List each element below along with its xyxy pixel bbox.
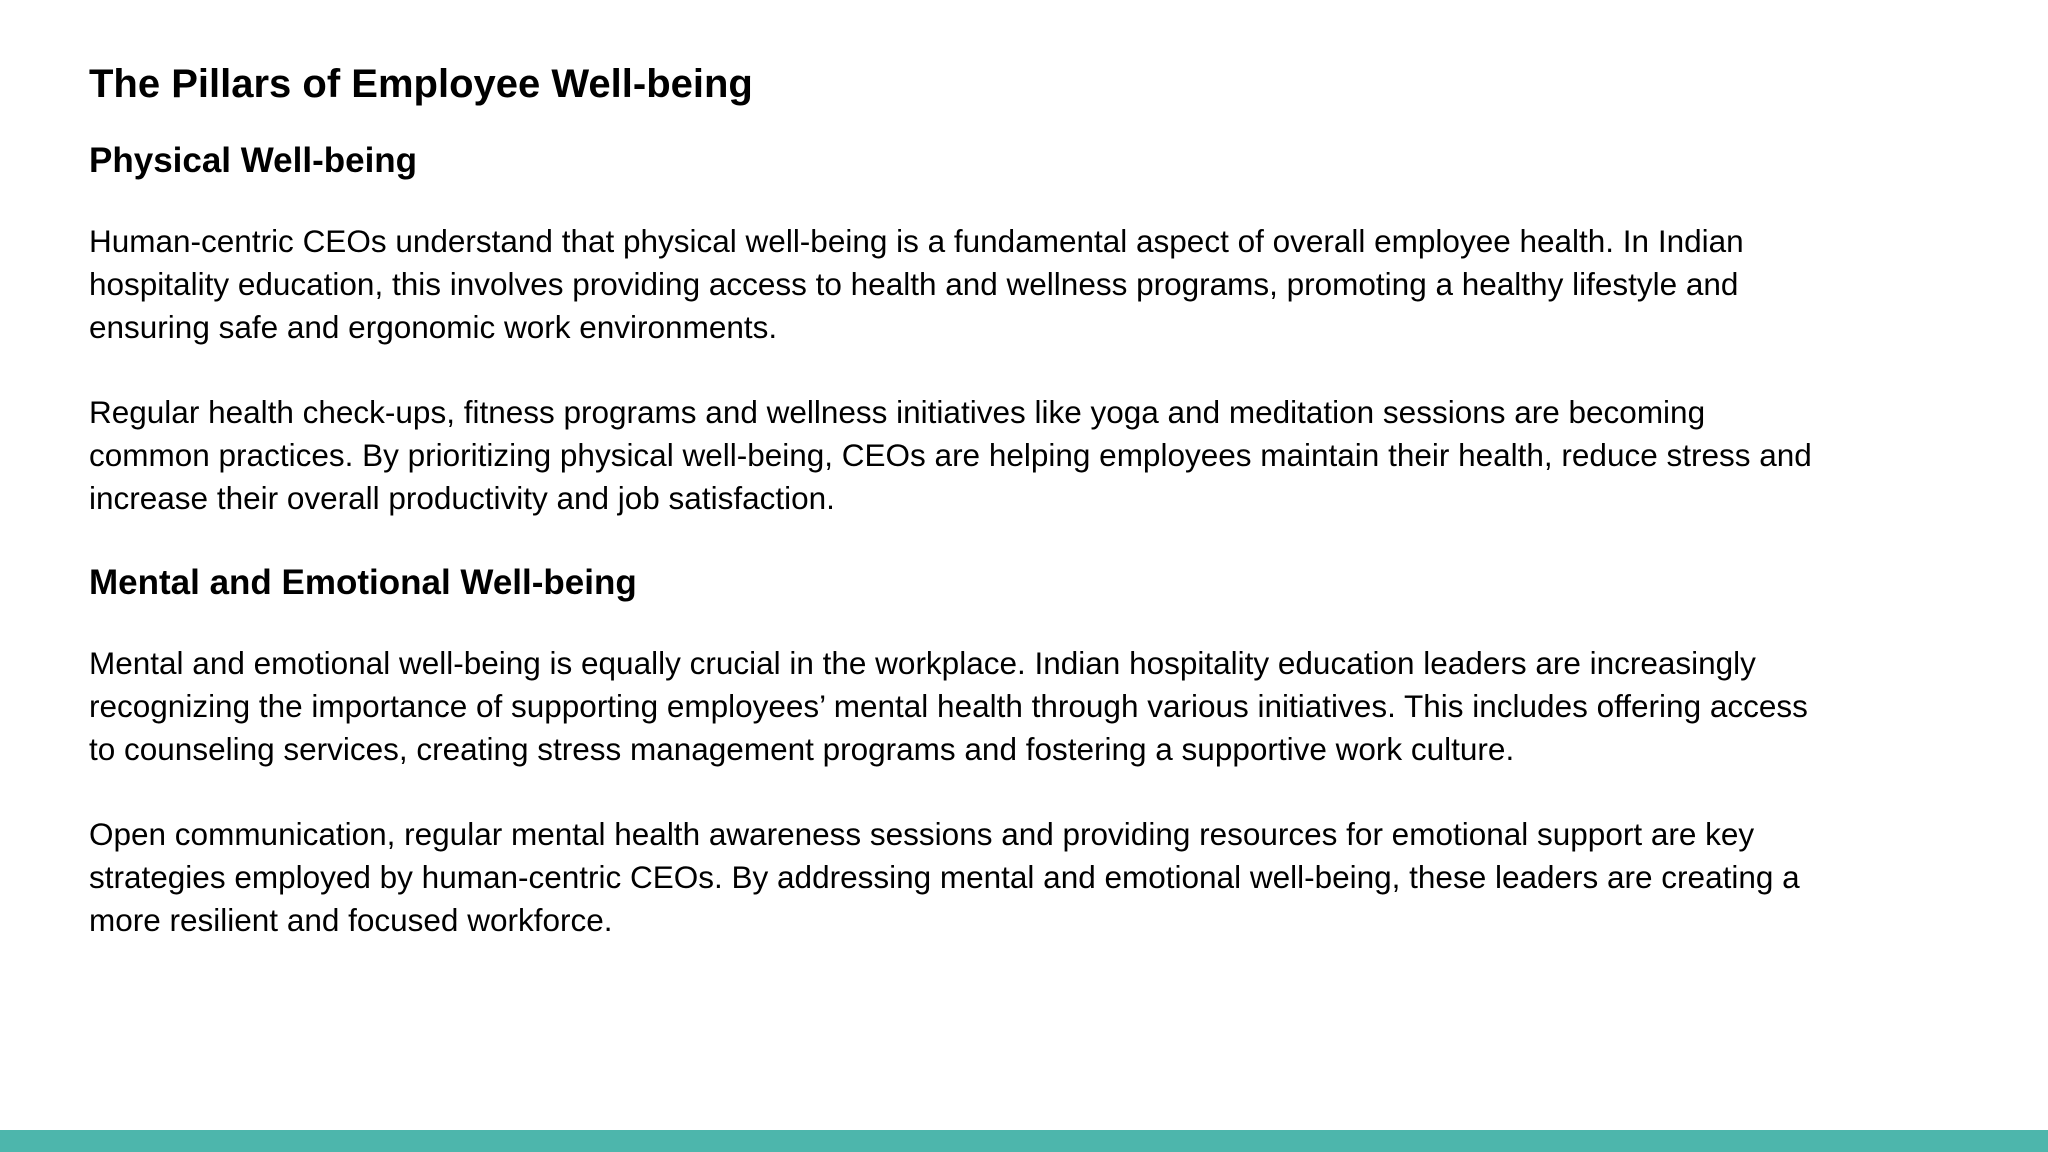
section-heading: Mental and Emotional Well-being (89, 563, 637, 602)
section-physical-well-being (89, 138, 2009, 520)
paragraph (89, 391, 2009, 520)
page-title: The Pillars of Employee Well-being (89, 62, 753, 106)
text-line: increase their overall productivity and job satisfaction. (89, 480, 835, 516)
paragraph (89, 220, 2009, 349)
paragraph (89, 813, 2009, 942)
slide-content (89, 56, 2009, 984)
section-heading: Physical Well-being (89, 141, 418, 180)
footer-accent-bar (0, 1130, 2048, 1152)
text-line: ensuring safe and ergonomic work environments. (89, 309, 778, 345)
text-line: Human-centric CEOs understand that physical well-being is a fundamental aspect of overall employee health. In Indian (89, 223, 1744, 259)
text-line: common practices. By prioritizing physical well-being, CEOs are helping employees maintain their health, reduce stress and (89, 437, 1812, 473)
text-line: Mental and emotional well-being is equally crucial in the workplace. Indian hospitality education leaders are increasingly (89, 645, 1756, 681)
text-line: Open communication, regular mental health awareness sessions and providing resources for emotional support are key (89, 816, 1755, 852)
section-mental-emotional-well-being (89, 560, 2009, 942)
text-line: strategies employed by human-centric CEOs. By addressing mental and emotional well-being, these leaders are creating a (89, 859, 1800, 895)
text-line: hospitality education, this involves providing access to health and wellness programs, promoting a healthy lifestyle and (89, 266, 1739, 302)
text-line: recognizing the importance of supporting employees’ mental health through various initiatives. This includes offering access (89, 688, 1808, 724)
text-line: Regular health check-ups, fitness programs and wellness initiatives like yoga and meditation sessions are becoming (89, 394, 1706, 430)
paragraph (89, 642, 2009, 771)
text-line: more resilient and focused workforce. (89, 902, 613, 938)
text-line: to counseling services, creating stress management programs and fostering a supportive work culture. (89, 731, 1515, 767)
